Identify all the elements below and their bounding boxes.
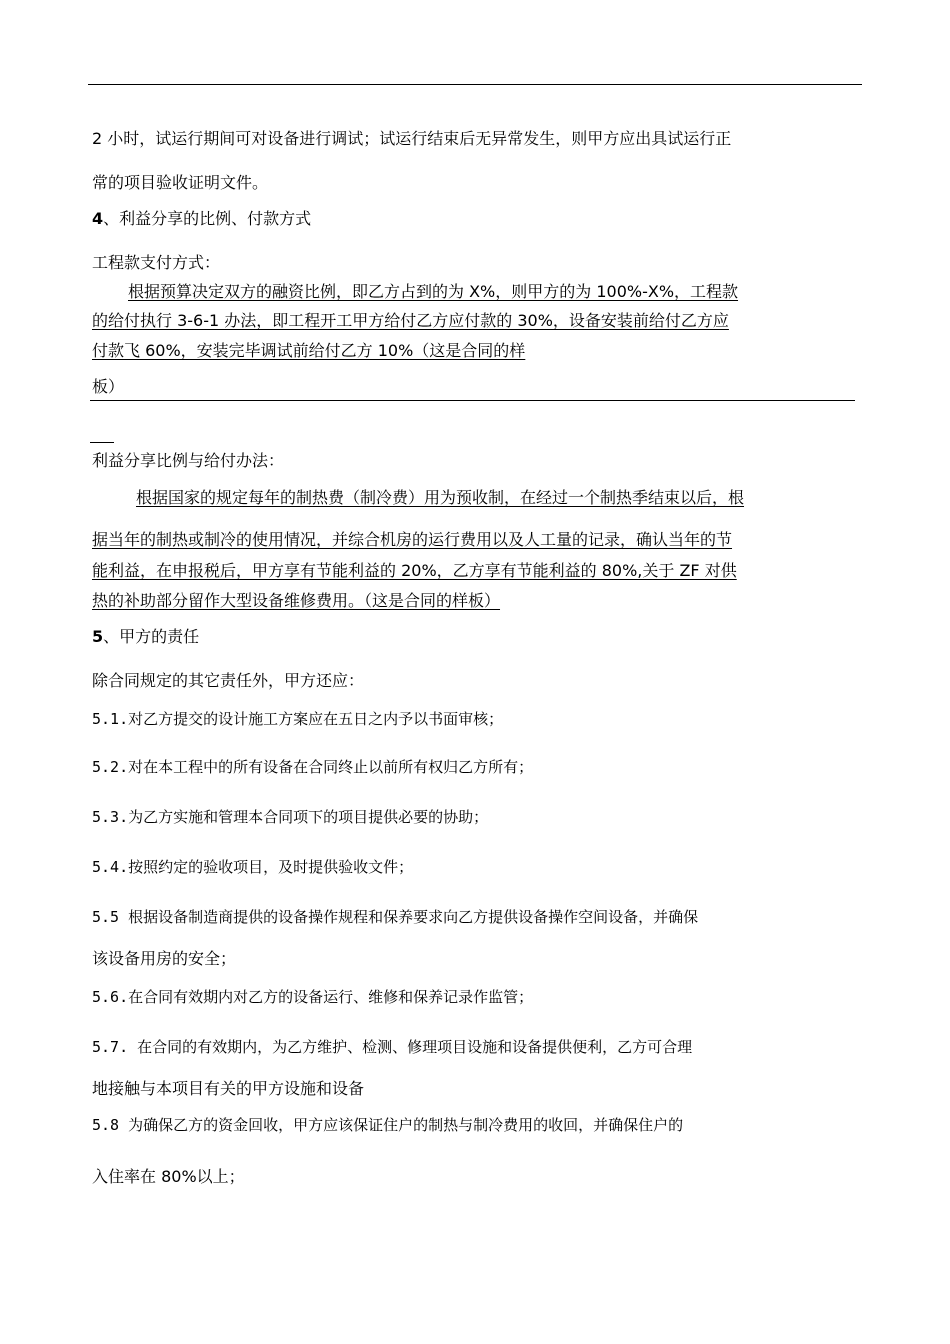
duty-item: 5.7. 在合同的有效期内，为乙方维护、检测、修理项目设施和设备提供便利，乙方可合理 bbox=[92, 1038, 693, 1056]
share-line: 热的补助部分留作大型设备维修费用。（这是合同的样板） bbox=[92, 591, 501, 610]
payment-line: 的给付执行 3-6-1 办法，即工程开工甲方给付乙方应付款的 30%，设备安装前给付乙方应 bbox=[92, 311, 729, 330]
duty-item: 5.1.对乙方提交的设计施工方案应在五日之内予以书面审核； bbox=[92, 710, 504, 728]
underline-stub bbox=[90, 442, 114, 443]
section-heading-4 bbox=[92, 208, 311, 230]
duty-item: 5.8 为确保乙方的资金回收，甲方应该保证住户的制热与制冷费用的收回，并确保住户的 bbox=[92, 1116, 684, 1134]
section-number: 5 bbox=[92, 627, 104, 646]
section-heading-5 bbox=[92, 626, 199, 648]
underline-rule bbox=[90, 400, 855, 401]
payment-line: 板） bbox=[92, 377, 125, 396]
section-title: 、利益分享的比例、付款方式 bbox=[103, 209, 312, 228]
duty-item: 5.6.在合同有效期内对乙方的设备运行、维修和保养记录作监管； bbox=[92, 988, 534, 1006]
duty-item: 5.3.为乙方实施和管理本合同项下的项目提供必要的协助； bbox=[92, 808, 489, 826]
section-number: 4 bbox=[92, 209, 104, 228]
header-rule bbox=[88, 84, 862, 85]
section-title: 、甲方的责任 bbox=[103, 627, 200, 646]
text-line: 常的项目验收证明文件。 bbox=[92, 173, 269, 192]
duty-intro: 除合同规定的其它责任外，甲方还应： bbox=[92, 671, 365, 690]
duty-item: 5.2.对在本工程中的所有设备在合同终止以前所有权归乙方所有； bbox=[92, 758, 534, 776]
duty-item-cont: 地接触与本项目有关的甲方设施和设备 bbox=[92, 1079, 365, 1098]
share-line: 能利益，在申报税后，甲方享有节能利益的 20%，乙方享有节能利益的 80%,关于 ZF 对供 bbox=[92, 561, 737, 580]
duty-item: 5.4.按照约定的验收项目，及时提供验收文件； bbox=[92, 858, 414, 876]
share-label: 利益分享比例与给付办法： bbox=[92, 451, 285, 470]
payment-label: 工程款支付方式： bbox=[92, 253, 221, 272]
duty-item-cont: 该设备用房的安全； bbox=[92, 949, 237, 968]
payment-line: 付款飞 60%，安装完毕调试前给付乙方 10%（这是合同的样 bbox=[92, 341, 526, 360]
share-line: 据当年的制热或制冷的使用情况，并综合机房的运行费用以及人工量的记录，确认当年的节 bbox=[92, 530, 733, 549]
share-line: 根据国家的规定每年的制热费（制冷费）用为预收制，在经过一个制热季结束以后，根 bbox=[136, 488, 745, 507]
payment-line: 根据预算决定双方的融资比例，即乙方占到的为 X%，则甲方的为 100%-X%，工程款 bbox=[128, 282, 739, 301]
duty-item: 5.5 根据设备制造商提供的设备操作规程和保养要求向乙方提供设备操作空间设备，并确保 bbox=[92, 908, 699, 926]
text-line: 2 小时，试运行期间可对设备进行调试；试运行结束后无异常发生，则甲方应出具试运行正 bbox=[92, 129, 732, 148]
duty-item-cont: 入住率在 80%以上； bbox=[92, 1167, 245, 1186]
